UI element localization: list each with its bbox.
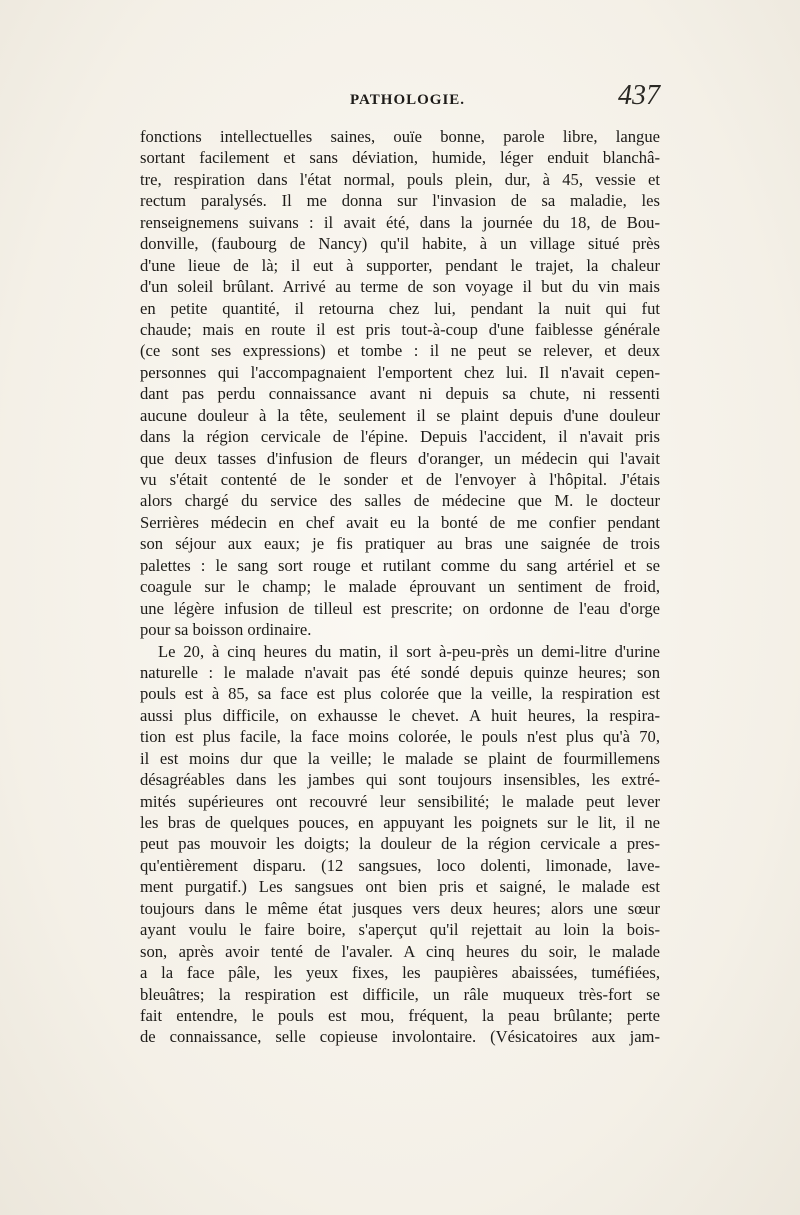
text-line: (ce sont ses expressions) et tombe : il ne peut se relever, et deux: [140, 341, 660, 361]
text-line: de connaissance, selle copieuse involontaire. (Vésicatoires aux jam-: [140, 1027, 660, 1047]
running-title: PATHOLOGIE.: [350, 92, 466, 108]
text-line: son séjour aux eaux; je fis pratiquer au bras une saignée de trois: [140, 534, 660, 554]
text-line: d'un soleil brûlant. Arrivé au terme de son voyage il but du vin mais: [140, 277, 660, 297]
text-line: pour sa boisson ordinaire.: [140, 620, 312, 640]
text-line: fait entendre, le pouls est mou, fréquent, la peau brûlante; perte: [140, 1005, 660, 1025]
text-line: tre, respiration dans l'état normal, pouls plein, dur, à 45, vessie et: [140, 169, 660, 189]
text-line: aussi plus difficile, on exhausse le chevet. A huit heures, la respira-: [140, 705, 660, 725]
text-line: désagréables dans les jambes qui sont toujours insensibles, les extré-: [140, 770, 660, 790]
text-line: personnes qui l'accompagnaient l'emportent chez lui. Il n'avait cepen-: [140, 362, 660, 382]
page-header: [140, 78, 660, 118]
text-line: a la face pâle, les yeux fixes, les paupières abaissées, tuméfiées,: [140, 963, 660, 983]
text-line: aucune douleur à la tête, seulement il se plaint depuis d'une douleur: [140, 405, 660, 425]
body-text: [140, 126, 660, 1048]
text-line: vu s'était contenté de le sonder et de l'envoyer à l'hôpital. J'étais: [140, 470, 660, 489]
text-line: ayant voulu le faire boire, s'aperçut qu'il rejettait au loin la bois-: [140, 920, 660, 940]
text-line: qu'entièrement disparu. (12 sangsues, loco dolenti, limonade, lave-: [140, 855, 660, 875]
text-line: pouls est à 85, sa face est plus colorée que la veille, la respiration est: [140, 684, 660, 704]
page-number: 437: [618, 80, 660, 111]
text-line: en petite quantité, il retourna chez lui, pendant la nuit qui fut: [140, 298, 660, 318]
text-line: que deux tasses d'infusion de fleurs d'oranger, un médecin qui l'avait: [140, 448, 660, 468]
text-line: ment purgatif.) Les sangsues ont bien pris et saigné, le malade est: [140, 877, 660, 897]
text-line: alors chargé du service des salles de médecine que M. le docteur: [140, 491, 660, 511]
text-line: peut pas mouvoir les doigts; la douleur de la région cervicale a pres-: [140, 834, 660, 854]
text-line: mités supérieures ont recouvré leur sensibilité; le malade peut lever: [140, 791, 660, 811]
text-line: donville, (faubourg de Nancy) qu'il habite, à un village situé près: [140, 234, 660, 254]
text-line: fonctions intellectuelles saines, ouïe bonne, parole libre, langue: [140, 127, 660, 146]
text-line: Serrières médecin en chef avait eu la bonté de me confier pendant: [140, 512, 660, 532]
text-line: dant pas perdu connaissance avant ni depuis sa chute, ni ressenti: [140, 384, 660, 404]
text-line: naturelle : le malade n'avait pas été sondé depuis quinze heures; son: [140, 662, 660, 682]
text-line: sortant facilement et sans déviation, humide, léger enduit blanchâ-: [140, 148, 660, 168]
text-line: coagule sur le champ; le malade éprouvant un sentiment de froid,: [140, 577, 660, 597]
text-line: bleuâtres; la respiration est difficile, un râle muqueux très-fort se: [140, 984, 660, 1004]
text-line: les bras de quelques pouces, en appuyant les poignets sur le lit, il ne: [140, 813, 660, 832]
text-line: chaude; mais en route il est pris tout-à-coup d'une faiblesse générale: [140, 319, 660, 339]
text-line: dans la région cervicale de l'épine. Depuis l'accident, il n'avait pris: [140, 427, 660, 447]
text-line: toujours dans le même état jusques vers deux heures; alors une sœur: [140, 898, 660, 918]
text-line: d'une lieue de là; il eut à supporter, pendant le trajet, la chaleur: [140, 255, 660, 275]
text-line: renseignemens suivans : il avait été, dans la journée du 18, de Bou-: [140, 212, 660, 232]
text-line: il est moins dur que la veille; le malade se plaint de fourmillemens: [140, 748, 660, 768]
text-line: tion est plus facile, la face moins colorée, le pouls n'est plus qu'à 70,: [140, 727, 660, 747]
text-line: son, après avoir tenté de l'avaler. A cinq heures du soir, le malade: [140, 941, 660, 961]
text-line: une légère infusion de tilleul est prescrite; on ordonne de l'eau d'orge: [140, 598, 660, 618]
text-line: Le 20, à cinq heures du matin, il sort à-peu-près un demi-litre d'urine: [158, 641, 660, 661]
text-line: palettes : le sang sort rouge et rutilant comme du sang artériel et se: [140, 555, 660, 575]
text-line: rectum paralysés. Il me donna sur l'invasion de sa maladie, les: [140, 191, 660, 211]
